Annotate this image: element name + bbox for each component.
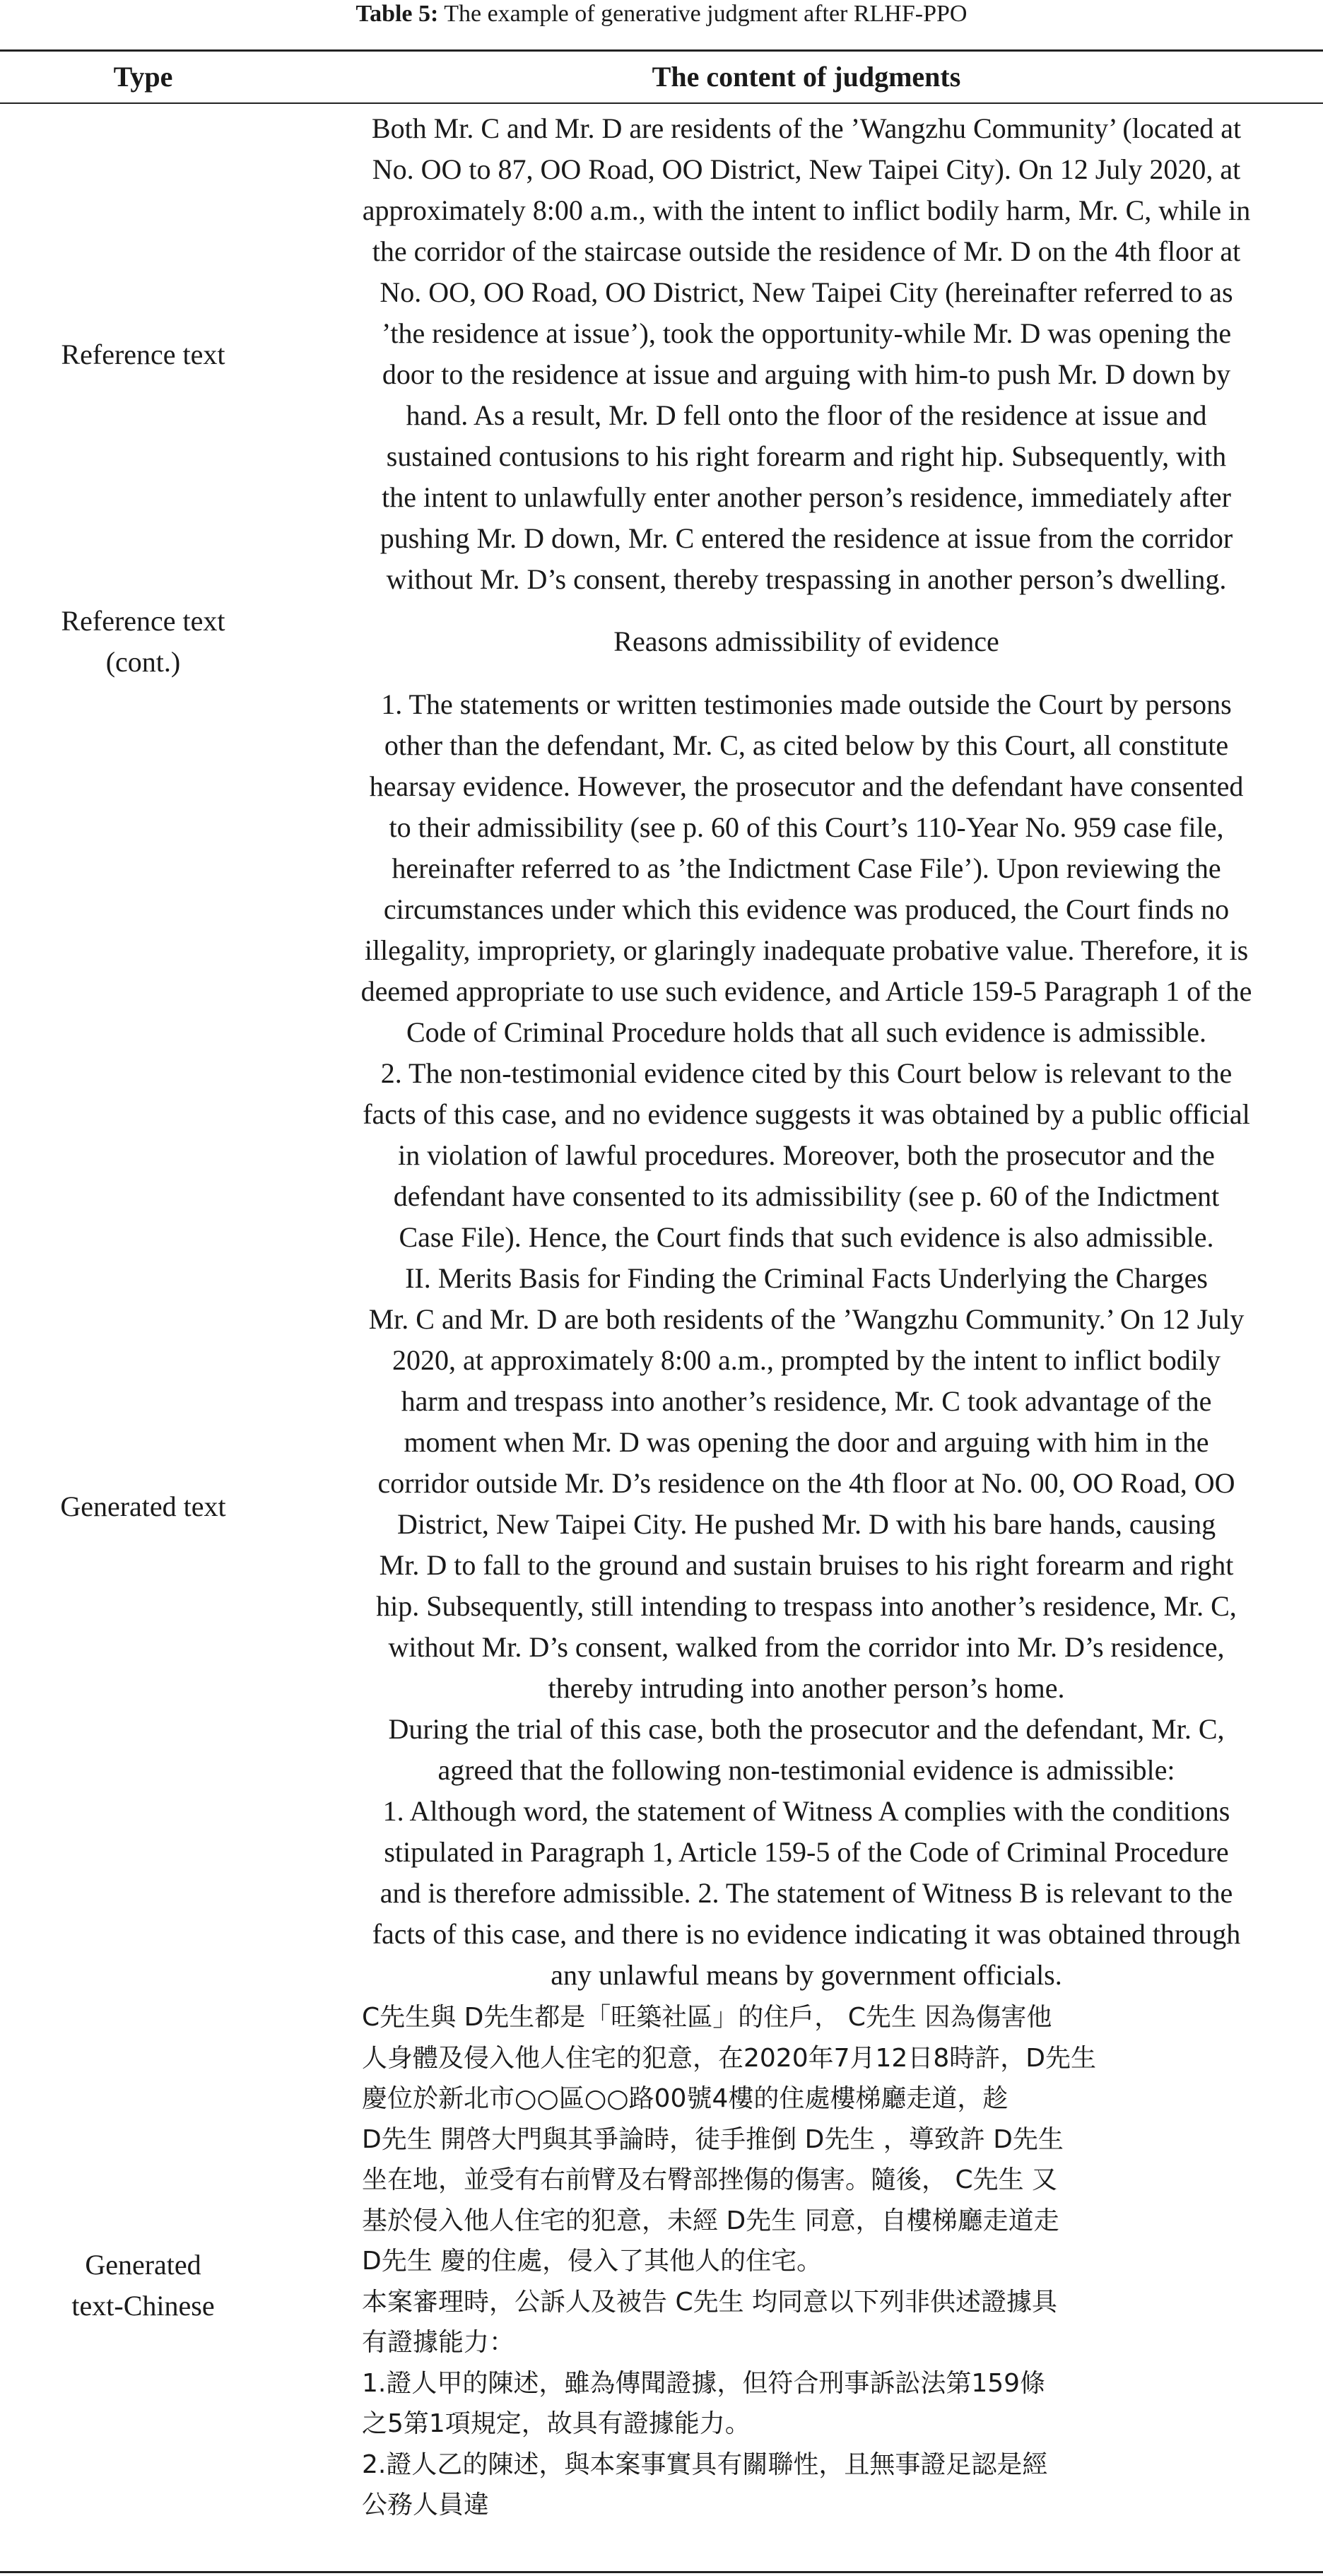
bottom-rule [0, 2571, 1323, 2573]
header-rule [0, 102, 1323, 104]
chinese-text: C先生與 D先生都是「旺築社區」的住戶， C先生 因為傷害他 人身體及侵入他人住宅的犯意，在2020年7月12日8時許，D先生 慶位於新北市○○區○○路00號4樓的住處樓梯廳走道，趁 D先生 開啓大門與其爭論時，徒手推倒 D先生 ，導致許 D先生 坐在地，並受有右前臂及右臀部挫傷的傷害。隨後， C先生 又 基於侵入他人住宅的犯意，未經 D先生 同意，自樓梯廳走道走 D先生 慶的住處，侵入了其他人的住宅。 本案審理時，公訴人及被告 C先生 均同意以下列非供述證據具 有證據能力： 1.證人甲的陳述，雖為傳聞證據，但符合刑事訴訟法第159條 之5第1項規定，故具有證據能力。 2.證人乙的陳述，與本案事實具有關聯性，且無事證足認是經 公務人員違 [362, 2003, 1096, 2519]
caption-label: Table 5: [355, 1, 439, 27]
row-type-reference: Reference text [61, 339, 225, 370]
top-rule [0, 49, 1323, 52]
header-content: The content of judgments [652, 61, 961, 93]
row-type-generated: Generated text [60, 1490, 226, 1522]
row-type-reference-cont: Reference text (cont.) [61, 605, 225, 678]
reference-cont-heading: Reasons admissibility of evidence [613, 625, 999, 657]
table-caption [0, 0, 1323, 28]
generated-text: Mr. C and Mr. D are both residents of the ’Wangzhu Community.’ On 12 July 2020, at approximately 8:00 a.m., prompted by the intent to inflict bodily harm and trespass into another’s residence, Mr. C took advantage of the moment when Mr. D was opening the door and arguing with him in the corridor outside Mr. D’s residence on the 4th floor at No. 00, OO Road, OO District, New Taipei City. He pushed Mr. D with his bare hands, causing Mr. D to fall to the ground and sustain bruises to his right forearm and right hip. Subsequently, still intending to trespass into another’s residence, Mr. C, without Mr. D’s consent, walked from the corridor into Mr. D’s residence, thereby intruding into another person’s home. During the trial of this case, both the prosecutor and the defendant, Mr. C, agreed that the following non-testimonial evidence is admissible: 1. Although word, the statement of Witness A complies with the conditions stipulated in Paragraph 1, Article 159-5 of the Code of Criminal Procedure and is therefore admissible. 2. The statement of Witness B is relevant to the facts of this case, and there is no evidence indicating it was obtained through any unlawful means by government officials. [368, 1303, 1245, 1991]
reference-cont-text: 1. The statements or written testimonies made outside the Court by persons other than the defendant, Mr. C, as cited below by this Court, all constitute hearsay evidence. However, the prosecutor and the defendant have consented to their admissibility (see p. 60 of this Court’s 110-Year No. 959 case file, hereinafter referred to as ’the Indictment Case File’). Upon reviewing the circumstances under which this evidence was produced, the Court finds no illegality, impropriety, or glaringly inadequate probative value. Therefore, it is deemed appropriate to use such evidence, and Article 159-5 Paragraph 1 of the Code of Criminal Procedure holds that all such evidence is admissible. 2. The non-testimonial evidence cited by this Court below is relevant to the facts of this case, and no evidence suggests it was obtained by a public official in violation of lawful procedures. Moreover, both the prosecutor and the defendant have consented to its admissibility (see p. 60 of the Indictment Case File). Hence, the Court finds that such evidence is also admissible. II. Merits Basis for Finding the Criminal Facts Underlying the Charges [360, 688, 1252, 1294]
caption-text: The example of generative judgment after RLHF-PPO [438, 1, 968, 27]
header-type: Type [113, 61, 173, 93]
row-type-chinese: Generated text-Chinese [71, 2249, 215, 2322]
reference-text: Both Mr. C and Mr. D are residents of the ’Wangzhu Community’ (located at No. OO to 87, OO Road, OO District, New Taipei City). On 12 July 2020, at approximately 8:00 a.m., with the intent to inflict bodily harm, Mr. C, while in the corridor of the staircase outside the residence of Mr. D on the 4th floor at No. OO, OO Road, OO District, New Taipei City (hereinafter referred to as ’the residence at issue’), took the opportunity-while Mr. D was opening the door to the residence at issue and arguing with him-to push Mr. D down by hand. As a result, Mr. D fell onto the floor of the residence at issue and sustained contusions to his right forearm and right hip. Subsequently, with the intent to unlawfully enter another person’s residence, immediately after pushing Mr. D down, Mr. C entered the residence at issue from the corridor without Mr. D’s consent, thereby trespassing in another person’s dwelling. [362, 112, 1251, 595]
